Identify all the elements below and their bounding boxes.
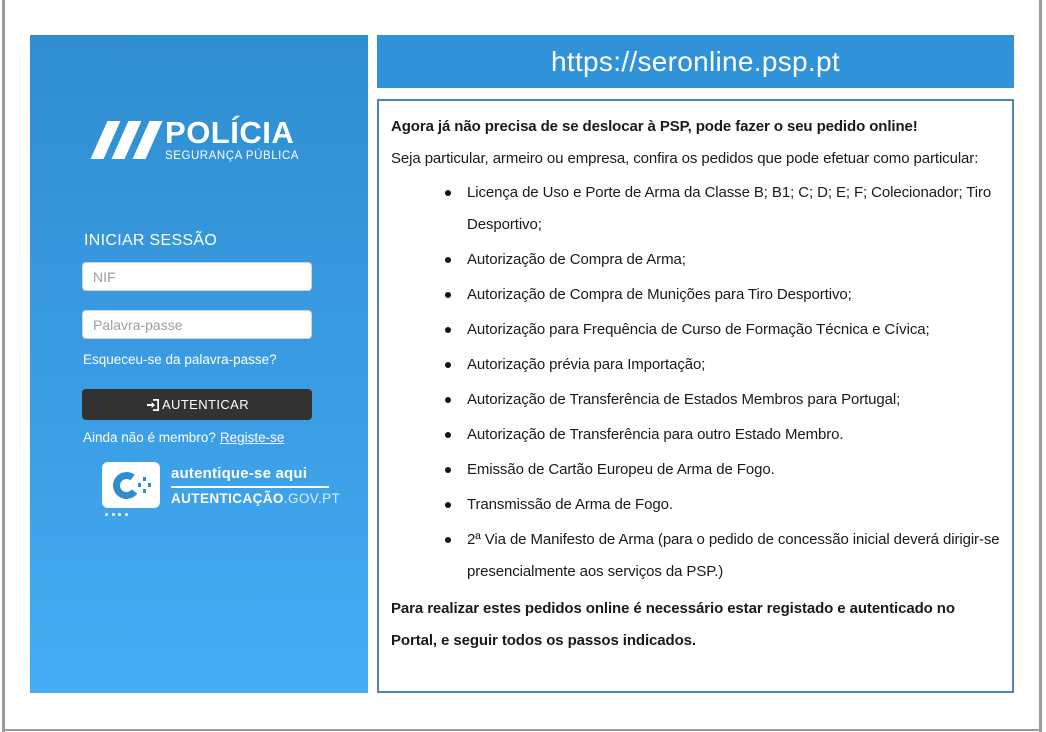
list-item: 2ª Via de Manifesto de Arma (para o pedido de concessão inicial deverá dirigir-se presencialmente aos serviços da PSP.) <box>441 524 1000 588</box>
window-frame-right <box>1039 0 1042 732</box>
list-item: Autorização de Compra de Munições para Tiro Desportivo; <box>441 279 1000 311</box>
list-item: Autorização de Transferência para outro Estado Membro. <box>441 419 1000 451</box>
portal-url: https://seronline.psp.pt <box>551 45 840 77</box>
citizen-card-icon <box>102 462 160 508</box>
list-item: Licença de Uso e Porte de Arma da Classe B; B1; C; D; E; F; Colecionador; Tiro Desportivo; <box>441 177 1000 241</box>
login-heading: INICIAR SESSÃO <box>84 232 218 249</box>
psp-slashes-icon <box>91 121 163 159</box>
request-types-list <box>391 177 1000 588</box>
forgot-password-link[interactable]: Esqueceu-se da palavra-passe? <box>83 352 277 367</box>
register-prompt: Ainda não é membro? <box>83 430 216 445</box>
footer-note: Para realizar estes pedidos online é necessário estar registado e autenticado no Portal, e seguir todos os passos indicados. <box>391 600 955 649</box>
psp-logo <box>30 117 368 162</box>
card-dots-decoration <box>105 513 128 516</box>
login-panel <box>30 35 368 693</box>
list-item: Transmissão de Arma de Fogo. <box>441 489 1000 521</box>
info-box <box>377 99 1014 693</box>
brand-name: POLÍCIA <box>165 115 295 150</box>
sign-in-icon <box>145 397 161 413</box>
authenticate-button-label: AUTENTICAR <box>161 397 250 412</box>
intro-headline: Agora já não precisa de se deslocar à PSP, pode fazer o seu pedido online! <box>391 118 918 135</box>
gov-auth-divider <box>171 486 329 488</box>
portal-url-banner <box>377 35 1014 88</box>
window-frame-bottom <box>2 729 1042 731</box>
brand-subtitle: SEGURANÇA PÚBLICA <box>165 150 299 162</box>
window-frame-left <box>2 0 5 732</box>
authenticate-button[interactable] <box>82 389 312 420</box>
intro-text: Seja particular, armeiro ou empresa, confira os pedidos que pode efetuar como particular: <box>391 150 979 167</box>
register-row <box>83 430 284 445</box>
list-item: Autorização de Compra de Arma; <box>441 244 1000 276</box>
gov-auth-brand: AUTENTICAÇÃO.GOV.PT <box>171 491 341 506</box>
list-item: Emissão de Cartão Europeu de Arma de Fogo. <box>441 454 1000 486</box>
register-link[interactable]: Registe-se <box>219 430 285 445</box>
list-item: Autorização para Frequência de Curso de Formação Técnica e Cívica; <box>441 314 1000 346</box>
list-item: Autorização prévia para Importação; <box>441 349 1000 381</box>
password-input[interactable] <box>82 310 312 339</box>
list-item: Autorização de Transferência de Estados Membros para Portugal; <box>441 384 1000 416</box>
nif-input[interactable] <box>82 262 312 291</box>
gov-auth-banner[interactable] <box>102 462 340 516</box>
gov-auth-cta: autentique-se aqui <box>171 465 308 482</box>
